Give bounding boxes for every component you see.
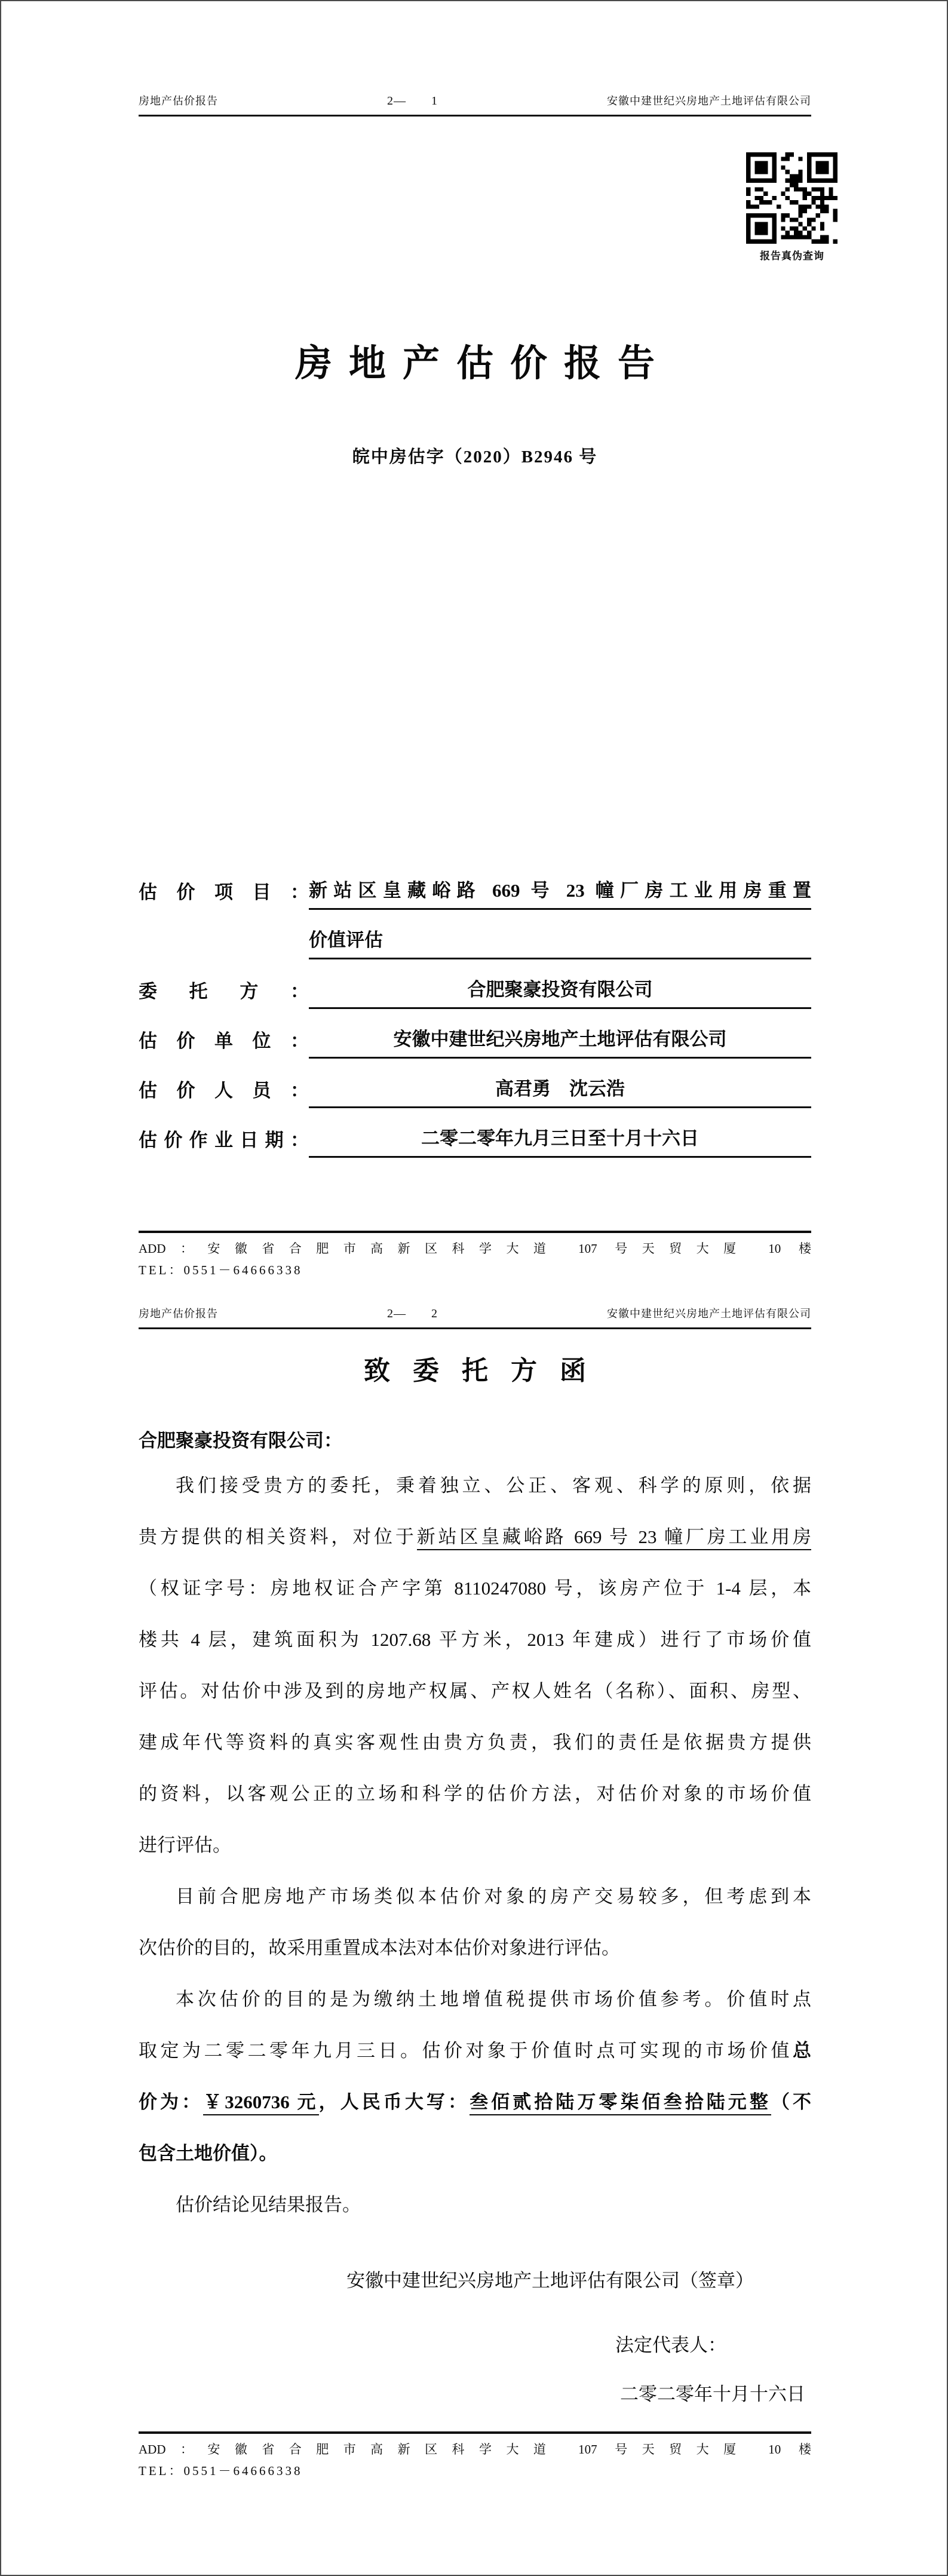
letter-body-segment: ￥3260736 元 [203,2092,318,2115]
running-header-doc-title: 房地产估价报告 [139,95,218,107]
letter-body-line [139,2077,811,2128]
running-header-page-number: 2— 1 [387,94,438,108]
running-header-doc-title: 房地产估价报告 [139,1308,218,1320]
field-agency-label: 估价单位： [139,1031,309,1051]
field-period [139,1108,811,1158]
letter-body-segment: 楼共 4 层，建筑面积为 1207.68 平方米，2013 年建成）进行了市场价值 [139,1629,811,1650]
footer-divider [139,2431,811,2434]
letter-body-segment: 叁佰贰拾陆万零柒佰叁拾陆元整 [470,2092,771,2115]
letter-body-segment: 包含土地价值）。 [139,2143,278,2164]
letter-body-segment: 价为： [139,2092,204,2112]
letter-body-segment: 本次估价的目的是为缴纳土地增值税提供市场价值参考。价值时点 [176,1989,811,2010]
field-client [139,959,811,1009]
letter-title: 致委托方函 [364,1356,609,1385]
letter-body-line [139,1871,811,1922]
page2-footer-telephone: TEL：0551－64666338 [139,2464,303,2478]
page2-footer-address: ADD：安徽省合肥市高新区科学大道 107 号天贸大厦 10 楼 [139,2442,811,2457]
running-header-page-number: 2— 2 [387,1307,438,1320]
field-project-line2 [139,910,811,959]
field-client-label: 委托方： [139,981,309,1002]
page1-running-header [139,91,811,108]
field-agency [139,1009,811,1059]
letter-body-line [139,1666,811,1717]
letter-body-segment: 取定为二零二零年九月三日。估价对象于价值时点可实现的市场价值 [139,2040,793,2061]
letter-body-segment: ，人民币大写： [318,2092,470,2112]
letter-salutation: 合肥聚豪投资有限公司： [139,1430,342,1451]
letter-body-line [139,2128,811,2179]
letter-body-segment: 我们接受贵方的委托，秉着独立、公正、客观、科学的原则，依据 [176,1475,811,1496]
field-period-label: 估价作业日期： [139,1130,309,1151]
header-divider [139,1327,811,1329]
letter-body-segment: （不 [771,2092,811,2112]
letter-body-line [139,2025,811,2077]
page1-footer-address: ADD：安徽省合肥市高新区科学大道 107 号天贸大厦 10 楼 [139,1241,811,1256]
letter-body-line [139,1563,811,1614]
letter-body-line [139,1820,811,1871]
signature-legal-representative: 法定代表人： [615,2335,726,2356]
field-client-value: 合肥聚豪投资有限公司 [309,974,811,1009]
page1-footer-telephone: TEL：0551－64666338 [139,1263,303,1277]
field-appraisers [139,1059,811,1108]
field-appraisers-value: 高君勇 沈云浩 [309,1074,811,1108]
letter-body-segment: 贵方提供的相关资料，对位于 [139,1526,417,1547]
field-project [139,860,811,910]
signature-date: 二零二零年十月十六日 [620,2384,805,2405]
document-number: 皖中房估字（2020）B2946 号 [352,447,598,467]
field-period-value: 二零二零年九月三日至十月十六日 [309,1123,811,1158]
letter-body-segment: 次估价的目的，故采用重置成本法对本估价对象进行评估。 [139,1937,620,1958]
field-project-value-line2: 价值评估 [309,925,811,959]
qr-caption: 报告真伪查询 [760,250,824,262]
field-empty-label [139,953,309,959]
header-divider [139,115,811,116]
letter-body-segment: 建成年代等资料的真实客观性由贵方负责，我们的责任是依据贵方提供 [139,1732,811,1753]
letter-body [139,1460,811,2231]
field-project-label: 估价项目： [139,882,309,903]
letter-body-segment: 总 [793,2040,811,2061]
field-project-value-line1: 新站区皇藏峪路 669 号 23 幢厂房工业用房重置 [309,875,811,910]
letter-body-line [139,1768,811,1820]
letter-body-line [139,1974,811,2025]
letter-body-segment: 目前合肥房地产市场类似本估价对象的房产交易较多，但考虑到本 [176,1886,811,1907]
letter-body-segment: 评估。对估价中涉及到的房地产权属、产权人姓名（名称）、面积、房型、 [139,1680,811,1701]
cover-fields [139,860,811,1158]
qr-code [746,152,837,244]
letter-body-line [139,2179,811,2231]
letter-body-segment: 新站区皇藏峪路 669 号 23 幢厂房工业用房 [417,1526,811,1550]
signature-company: 安徽中建世纪兴房地产土地评估有限公司（签章） [346,2270,754,2291]
footer-divider [139,1231,811,1233]
letter-body-line [139,1614,811,1666]
letter-body-line [139,1717,811,1768]
letter-body-line [139,1922,811,1974]
letter-body-line [139,1460,811,1511]
running-header-company: 安徽中建世纪兴房地产土地评估有限公司 [607,1308,811,1320]
letter-body-segment: 的资料，以客观公正的立场和科学的估价方法，对估价对象的市场价值 [139,1783,811,1804]
page2-running-header [139,1304,811,1321]
letter-body-segment: （权证字号：房地权证合产字第 8110247080 号，该房产位于 1-4 层，本 [139,1578,811,1599]
running-header-company: 安徽中建世纪兴房地产土地评估有限公司 [607,95,811,107]
letter-body-segment: 进行评估。 [139,1835,231,1856]
letter-body-segment: 估价结论见结果报告。 [176,2194,361,2215]
field-agency-value: 安徽中建世纪兴房地产土地评估有限公司 [309,1024,811,1059]
letter-body-line [139,1511,811,1563]
report-title: 房地产估价报告 [294,344,671,384]
field-appraisers-label: 估价人员： [139,1080,309,1101]
